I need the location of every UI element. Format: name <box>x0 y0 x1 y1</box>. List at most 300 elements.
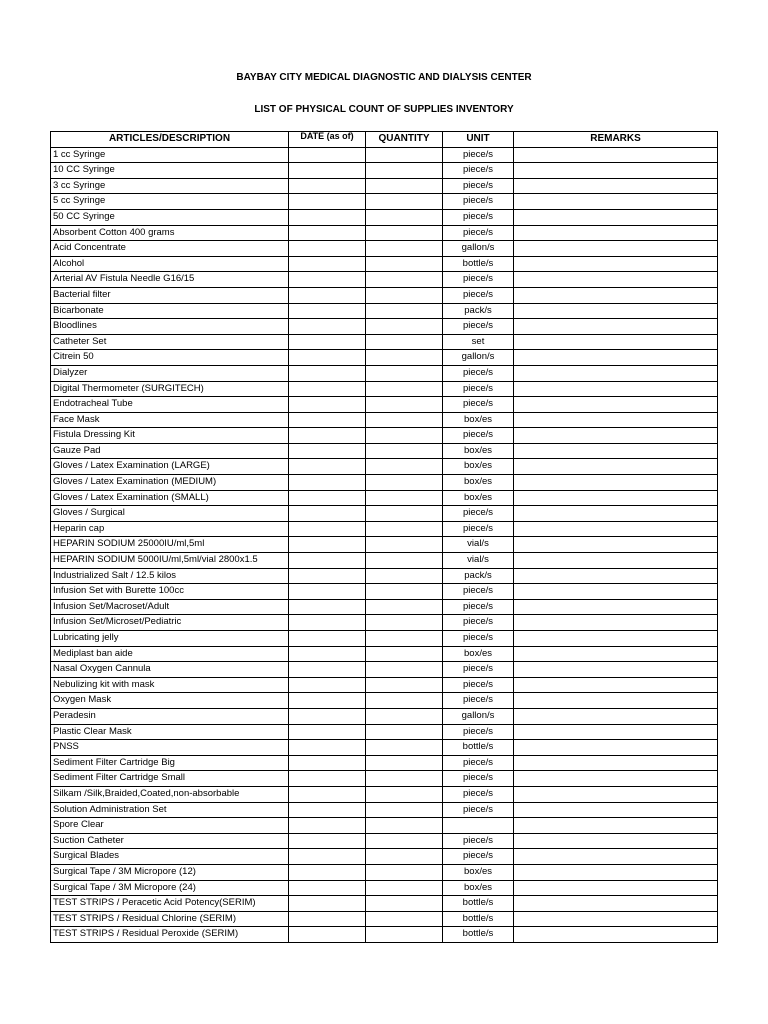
cell-quantity <box>366 818 443 834</box>
cell-quantity <box>366 693 443 709</box>
cell-remarks <box>514 459 718 475</box>
cell-unit: piece/s <box>443 786 514 802</box>
cell-date <box>289 693 366 709</box>
table-row <box>51 147 718 163</box>
cell-date <box>289 475 366 491</box>
table-row <box>51 802 718 818</box>
cell-remarks <box>514 802 718 818</box>
cell-remarks <box>514 771 718 787</box>
table-row <box>51 615 718 631</box>
cell-article: Suction Catheter <box>51 833 289 849</box>
table-row <box>51 646 718 662</box>
cell-article: Nebulizing kit with mask <box>51 677 289 693</box>
table-row <box>51 412 718 428</box>
cell-unit: piece/s <box>443 225 514 241</box>
cell-date <box>289 786 366 802</box>
cell-date <box>289 147 366 163</box>
table-row <box>51 256 718 272</box>
cell-remarks <box>514 178 718 194</box>
cell-remarks <box>514 475 718 491</box>
cell-remarks <box>514 506 718 522</box>
cell-remarks <box>514 755 718 771</box>
cell-remarks <box>514 708 718 724</box>
cell-remarks <box>514 631 718 647</box>
table-row <box>51 506 718 522</box>
cell-remarks <box>514 896 718 912</box>
cell-remarks <box>514 833 718 849</box>
table-row <box>51 381 718 397</box>
cell-unit: piece/s <box>443 319 514 335</box>
table-row <box>51 724 718 740</box>
table-row <box>51 911 718 927</box>
cell-article: Bacterial filter <box>51 287 289 303</box>
cell-remarks <box>514 740 718 756</box>
cell-quantity <box>366 599 443 615</box>
table-row <box>51 178 718 194</box>
cell-remarks <box>514 864 718 880</box>
table-row <box>51 537 718 553</box>
cell-remarks <box>514 490 718 506</box>
cell-date <box>289 740 366 756</box>
cell-article: 10 CC Syringe <box>51 163 289 179</box>
cell-article: Catheter Set <box>51 334 289 350</box>
cell-quantity <box>366 662 443 678</box>
cell-date <box>289 896 366 912</box>
cell-unit: bottle/s <box>443 740 514 756</box>
cell-quantity <box>366 646 443 662</box>
cell-quantity <box>366 568 443 584</box>
cell-unit: piece/s <box>443 178 514 194</box>
cell-quantity <box>366 864 443 880</box>
cell-quantity <box>366 833 443 849</box>
cell-unit: piece/s <box>443 584 514 600</box>
cell-date <box>289 272 366 288</box>
table-row <box>51 708 718 724</box>
cell-unit: piece/s <box>443 693 514 709</box>
table-row <box>51 319 718 335</box>
cell-remarks <box>514 599 718 615</box>
cell-remarks <box>514 147 718 163</box>
cell-remarks <box>514 225 718 241</box>
table-row <box>51 397 718 413</box>
cell-date <box>289 646 366 662</box>
cell-date <box>289 194 366 210</box>
cell-article: HEPARIN SODIUM 5000IU/ml,5ml/vial 2800x1.5 <box>51 553 289 569</box>
cell-unit: pack/s <box>443 303 514 319</box>
cell-article: 3 cc Syringe <box>51 178 289 194</box>
cell-remarks <box>514 568 718 584</box>
cell-date <box>289 381 366 397</box>
cell-article: TEST STRIPS / Peracetic Acid Potency(SERIM) <box>51 896 289 912</box>
cell-article: Bicarbonate <box>51 303 289 319</box>
cell-article: Gloves / Latex Examination (MEDIUM) <box>51 475 289 491</box>
cell-remarks <box>514 350 718 366</box>
cell-article: Heparin cap <box>51 521 289 537</box>
cell-unit: piece/s <box>443 677 514 693</box>
table-row <box>51 225 718 241</box>
cell-article: Gloves / Latex Examination (SMALL) <box>51 490 289 506</box>
cell-quantity <box>366 272 443 288</box>
cell-unit: pack/s <box>443 568 514 584</box>
cell-date <box>289 568 366 584</box>
cell-unit: piece/s <box>443 802 514 818</box>
cell-article: TEST STRIPS / Residual Peroxide (SERIM) <box>51 927 289 943</box>
cell-unit: piece/s <box>443 724 514 740</box>
cell-article: Infusion Set/Macroset/Adult <box>51 599 289 615</box>
cell-date <box>289 163 366 179</box>
cell-date <box>289 225 366 241</box>
cell-article: HEPARIN SODIUM 25000IU/ml,5ml <box>51 537 289 553</box>
cell-remarks <box>514 911 718 927</box>
cell-article: 5 cc Syringe <box>51 194 289 210</box>
cell-remarks <box>514 365 718 381</box>
cell-date <box>289 771 366 787</box>
cell-unit: piece/s <box>443 662 514 678</box>
cell-unit: piece/s <box>443 209 514 225</box>
cell-quantity <box>366 802 443 818</box>
cell-quantity <box>366 147 443 163</box>
table-row <box>51 287 718 303</box>
cell-quantity <box>366 397 443 413</box>
cell-quantity <box>366 896 443 912</box>
cell-quantity <box>366 880 443 896</box>
cell-unit: piece/s <box>443 849 514 865</box>
cell-article: TEST STRIPS / Residual Chlorine (SERIM) <box>51 911 289 927</box>
cell-unit: box/es <box>443 412 514 428</box>
table-row <box>51 662 718 678</box>
cell-article: Alcohol <box>51 256 289 272</box>
table-row <box>51 755 718 771</box>
cell-remarks <box>514 584 718 600</box>
cell-date <box>289 599 366 615</box>
table-row <box>51 771 718 787</box>
cell-quantity <box>366 740 443 756</box>
cell-date <box>289 256 366 272</box>
cell-unit: bottle/s <box>443 256 514 272</box>
table-row <box>51 459 718 475</box>
cell-remarks <box>514 724 718 740</box>
cell-remarks <box>514 412 718 428</box>
cell-unit: box/es <box>443 880 514 896</box>
cell-article: Lubricating jelly <box>51 631 289 647</box>
table-row <box>51 553 718 569</box>
cell-quantity <box>366 225 443 241</box>
cell-remarks <box>514 553 718 569</box>
table-row <box>51 849 718 865</box>
cell-date <box>289 443 366 459</box>
cell-date <box>289 506 366 522</box>
org-title: BAYBAY CITY MEDICAL DIAGNOSTIC AND DIALYSIS CENTER <box>236 72 532 83</box>
cell-article: Gauze Pad <box>51 443 289 459</box>
cell-quantity <box>366 209 443 225</box>
table-row <box>51 693 718 709</box>
cell-unit: vial/s <box>443 553 514 569</box>
table-row <box>51 599 718 615</box>
table-row <box>51 334 718 350</box>
cell-date <box>289 553 366 569</box>
cell-remarks <box>514 693 718 709</box>
cell-article: Gloves / Surgical <box>51 506 289 522</box>
cell-date <box>289 334 366 350</box>
cell-unit: piece/s <box>443 833 514 849</box>
cell-unit <box>443 818 514 834</box>
table-row <box>51 584 718 600</box>
cell-article: Sediment Filter Cartridge Big <box>51 755 289 771</box>
table-row <box>51 927 718 943</box>
cell-remarks <box>514 428 718 444</box>
cell-quantity <box>366 381 443 397</box>
cell-unit: piece/s <box>443 755 514 771</box>
cell-remarks <box>514 677 718 693</box>
cell-article: Surgical Tape / 3M Micropore (12) <box>51 864 289 880</box>
table-row <box>51 194 718 210</box>
document-title: LIST OF PHYSICAL COUNT OF SUPPLIES INVENTORY <box>254 104 514 115</box>
cell-quantity <box>366 771 443 787</box>
cell-quantity <box>366 521 443 537</box>
cell-unit: piece/s <box>443 771 514 787</box>
cell-unit: piece/s <box>443 287 514 303</box>
header-quantity: QUANTITY <box>366 132 443 148</box>
cell-unit: vial/s <box>443 537 514 553</box>
cell-article: Digital Thermometer (SURGITECH) <box>51 381 289 397</box>
cell-quantity <box>366 241 443 257</box>
cell-remarks <box>514 209 718 225</box>
cell-date <box>289 397 366 413</box>
cell-article: Surgical Tape / 3M Micropore (24) <box>51 880 289 896</box>
cell-remarks <box>514 537 718 553</box>
cell-article: Oxygen Mask <box>51 693 289 709</box>
cell-date <box>289 615 366 631</box>
cell-quantity <box>366 927 443 943</box>
cell-article: Peradesin <box>51 708 289 724</box>
cell-unit: box/es <box>443 443 514 459</box>
cell-unit: piece/s <box>443 521 514 537</box>
cell-unit: piece/s <box>443 163 514 179</box>
cell-quantity <box>366 163 443 179</box>
cell-article: Surgical Blades <box>51 849 289 865</box>
cell-article: Solution Administration Set <box>51 802 289 818</box>
cell-date <box>289 412 366 428</box>
cell-date <box>289 459 366 475</box>
cell-quantity <box>366 443 443 459</box>
cell-article: Sediment Filter Cartridge Small <box>51 771 289 787</box>
cell-remarks <box>514 818 718 834</box>
cell-article: Face Mask <box>51 412 289 428</box>
cell-unit: piece/s <box>443 365 514 381</box>
cell-quantity <box>366 786 443 802</box>
cell-date <box>289 178 366 194</box>
cell-remarks <box>514 319 718 335</box>
cell-article: Absorbent Cotton 400 grams <box>51 225 289 241</box>
cell-unit: piece/s <box>443 147 514 163</box>
cell-article: Acid Concentrate <box>51 241 289 257</box>
cell-quantity <box>366 475 443 491</box>
cell-remarks <box>514 381 718 397</box>
cell-remarks <box>514 334 718 350</box>
cell-quantity <box>366 319 443 335</box>
cell-article: Silkam /Silk,Braided,Coated,non-absorbable <box>51 786 289 802</box>
cell-remarks <box>514 880 718 896</box>
cell-date <box>289 287 366 303</box>
cell-quantity <box>366 365 443 381</box>
cell-quantity <box>366 506 443 522</box>
cell-unit: box/es <box>443 490 514 506</box>
table-row <box>51 896 718 912</box>
cell-article: Dialyzer <box>51 365 289 381</box>
cell-quantity <box>366 724 443 740</box>
cell-unit: gallon/s <box>443 708 514 724</box>
cell-quantity <box>366 459 443 475</box>
table-row <box>51 475 718 491</box>
cell-date <box>289 662 366 678</box>
header-remarks: REMARKS <box>514 132 718 148</box>
table-row <box>51 818 718 834</box>
cell-quantity <box>366 256 443 272</box>
cell-date <box>289 521 366 537</box>
cell-quantity <box>366 708 443 724</box>
cell-article: Infusion Set with Burette 100cc <box>51 584 289 600</box>
table-row <box>51 740 718 756</box>
cell-quantity <box>366 334 443 350</box>
table-row <box>51 880 718 896</box>
inventory-table <box>50 131 718 943</box>
cell-quantity <box>366 631 443 647</box>
cell-date <box>289 319 366 335</box>
cell-remarks <box>514 287 718 303</box>
cell-article: Mediplast ban aide <box>51 646 289 662</box>
table-row <box>51 428 718 444</box>
cell-article: Fistula Dressing Kit <box>51 428 289 444</box>
cell-date <box>289 303 366 319</box>
cell-date <box>289 537 366 553</box>
header-date: DATE (as of) <box>289 132 366 148</box>
cell-date <box>289 428 366 444</box>
cell-quantity <box>366 428 443 444</box>
cell-article: Bloodlines <box>51 319 289 335</box>
table-row <box>51 833 718 849</box>
cell-article: Plastic Clear Mask <box>51 724 289 740</box>
table-row <box>51 443 718 459</box>
cell-date <box>289 708 366 724</box>
cell-remarks <box>514 615 718 631</box>
cell-article: Citrein 50 <box>51 350 289 366</box>
cell-quantity <box>366 615 443 631</box>
cell-unit: gallon/s <box>443 350 514 366</box>
cell-quantity <box>366 412 443 428</box>
header-unit: UNIT <box>443 132 514 148</box>
cell-article: Industrialized Salt / 12.5 kilos <box>51 568 289 584</box>
cell-remarks <box>514 194 718 210</box>
table-row <box>51 241 718 257</box>
cell-quantity <box>366 490 443 506</box>
cell-unit: piece/s <box>443 615 514 631</box>
cell-date <box>289 584 366 600</box>
cell-quantity <box>366 350 443 366</box>
cell-unit: piece/s <box>443 397 514 413</box>
cell-remarks <box>514 646 718 662</box>
table-row <box>51 521 718 537</box>
table-row <box>51 163 718 179</box>
cell-article: Arterial AV Fistula Needle G16/15 <box>51 272 289 288</box>
table-row <box>51 786 718 802</box>
cell-date <box>289 927 366 943</box>
cell-remarks <box>514 256 718 272</box>
cell-date <box>289 833 366 849</box>
cell-quantity <box>366 287 443 303</box>
cell-remarks <box>514 241 718 257</box>
cell-remarks <box>514 272 718 288</box>
cell-remarks <box>514 521 718 537</box>
cell-quantity <box>366 537 443 553</box>
cell-quantity <box>366 849 443 865</box>
table-row <box>51 677 718 693</box>
cell-quantity <box>366 178 443 194</box>
table-row <box>51 568 718 584</box>
cell-date <box>289 241 366 257</box>
table-header-row <box>51 132 718 148</box>
cell-date <box>289 818 366 834</box>
cell-quantity <box>366 303 443 319</box>
cell-article: 50 CC Syringe <box>51 209 289 225</box>
cell-unit: piece/s <box>443 428 514 444</box>
cell-date <box>289 677 366 693</box>
cell-quantity <box>366 911 443 927</box>
cell-quantity <box>366 755 443 771</box>
cell-date <box>289 864 366 880</box>
table-row <box>51 490 718 506</box>
cell-date <box>289 350 366 366</box>
cell-date <box>289 631 366 647</box>
cell-date <box>289 365 366 381</box>
cell-remarks <box>514 397 718 413</box>
cell-date <box>289 880 366 896</box>
cell-unit: piece/s <box>443 381 514 397</box>
cell-remarks <box>514 662 718 678</box>
cell-article: Infusion Set/Microset/Pediatric <box>51 615 289 631</box>
cell-date <box>289 755 366 771</box>
cell-remarks <box>514 163 718 179</box>
cell-article: Spore Clear <box>51 818 289 834</box>
table-row <box>51 209 718 225</box>
cell-quantity <box>366 194 443 210</box>
cell-quantity <box>366 677 443 693</box>
cell-unit: set <box>443 334 514 350</box>
cell-date <box>289 911 366 927</box>
cell-remarks <box>514 927 718 943</box>
table-row <box>51 631 718 647</box>
cell-unit: piece/s <box>443 194 514 210</box>
table-row <box>51 864 718 880</box>
table-row <box>51 350 718 366</box>
cell-unit: bottle/s <box>443 927 514 943</box>
cell-unit: gallon/s <box>443 241 514 257</box>
cell-unit: bottle/s <box>443 896 514 912</box>
cell-article: Endotracheal Tube <box>51 397 289 413</box>
cell-unit: piece/s <box>443 599 514 615</box>
cell-unit: box/es <box>443 459 514 475</box>
table-row <box>51 272 718 288</box>
cell-unit: box/es <box>443 475 514 491</box>
cell-date <box>289 802 366 818</box>
cell-unit: bottle/s <box>443 911 514 927</box>
table-row <box>51 303 718 319</box>
header-articles: ARTICLES/DESCRIPTION <box>51 132 289 148</box>
table-row <box>51 365 718 381</box>
cell-remarks <box>514 443 718 459</box>
cell-remarks <box>514 786 718 802</box>
cell-article: Gloves / Latex Examination (LARGE) <box>51 459 289 475</box>
cell-date <box>289 849 366 865</box>
